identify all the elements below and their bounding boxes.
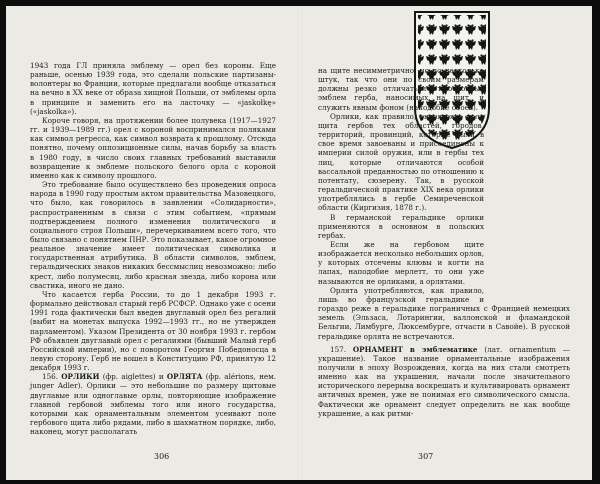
- paragraph: на щите несимметрично, но по несколько штук, так что они по своим размерам должны резко отличаться от основных эмблем герба, наносимых на щит, и служить явным фоном (наподобие обоев).: [318, 66, 484, 112]
- paragraph: Орлики, как правило, вносятся в поле щита гербов тех областей, городов, территорий, провинций, которые были в свое время завоеваны и присоединены к империи силой оружия, или в гербы тех лиц, которые отличаются особой вассальной преданностью по отношению к потентату, сюзерену. Так, в русской геральдической практике XIX века орлики употреблялись в гербе Семиреченской области (Киргизия, 1878 г.).: [318, 111, 484, 213]
- paragraph: Это требование было осуществлено без проведения опроса народа в 1990 году простым актом правительства Мазовецкого, что было, как говорилось в заявлении «Солидарности», распространенным в связи с этим событием, «прямым подтверждением полного изменения политического и социального строя Польши», перечеркиванием всего того, что было связано с понятием ПНР. Это показывает, какое огромное реальное значение имеет политическая символика и государственная атрибутика. В области символов, эмблем, геральдических знаков никаких бессмыслиц невозможно: либо крест, либо полумесяц, либо красная звезда, либо корона или свастика, иного не дано.: [30, 180, 276, 290]
- left-page: [6, 6, 298, 480]
- entry-headword: ОРЛИКИ: [61, 372, 100, 382]
- entry-number: 156.: [42, 372, 59, 382]
- dictionary-entry-156: [30, 372, 276, 436]
- paragraph: Короче говоря, на протяжении более полувека (1917—1927 гг. и 1939—1989 гг.) орел с короной воспринимался поляками как символ регресса, как символ возврата к прошлому. Отсюда понятно, почему оппозиционные силы, начав борьбу за власть в 1980 году, в число своих главных требований выставили возвращение к эмблеме польского белого орла с короной именно как к символу прошлого.: [30, 115, 276, 180]
- right-page: [302, 6, 592, 480]
- left-text-column: [30, 61, 276, 436]
- entry-headword: ОРНАМЕНТ в эмблематике: [352, 344, 478, 354]
- entry-text: (фр. aiglettes) и: [99, 372, 167, 382]
- paragraph: Если же на гербовом щите изображается несколько небольших орлов, у которых отсечены клювы и когти на лапах, наподобие мерлетт, то они уже называются не орликами, а орлятами.: [318, 239, 484, 286]
- entry-text: (лат. ornamentum — украшение). Такое название орнаментальные изображения получили в эпоху Возрождения, когда на них стали смотреть именно как на украшения, начали после значительного исторического перерыва воскрешать и культивировать орнамент античных времен, уже не понимая его символического смысла. Фактически же орнамент следует определить не как вообще украшение, а как ритми-: [318, 344, 570, 418]
- page-number: 306: [154, 452, 170, 461]
- entry-text: (фр. alérions, нем. junger Adler). Орлики — это небольшие по размеру щитовые двуглавые или одноглавые орлы, повторяющие изображение главной гербовой эмблемы того или иного государства, которыми как орнаментальным элементом усеивают поле гербового щита либо рядами, либо в шахматном порядке, либо, наконец, могут располагать: [30, 372, 276, 437]
- paragraph: В германской геральдике орлики применяются в основном в польских гербах.: [318, 212, 484, 240]
- dictionary-entry-157: [318, 345, 570, 418]
- paragraph: 1943 года ГЛ приняла эмблему — орел без короны. Еще раньше, осенью 1939 года, это сделали польские партизаны-волонтеры во Франции, которые предлагали вообще отказаться на вечно в XX веке от образа хищной Польши, от эмблемы орла в принципе и заменить его на ласточку — «jaskołkę» («jaskolka»).: [30, 61, 276, 116]
- page-number: 307: [418, 452, 434, 461]
- right-text-column: [318, 66, 570, 418]
- entry-number: 157.: [330, 344, 347, 354]
- entry-headword: ОРЛЯТА: [166, 372, 203, 382]
- paragraph: Орлята употребляются, как правило, лишь во французской геральдике и гораздо реже в геральдике пограничных с Францией немецких земель (Эльзаса, Лотарингии, валлонской и фламандской Бельгии, Лимбурге, Люксембурге, отчасти в Савойе). В русской геральдике орлята не встречаются.: [318, 285, 570, 341]
- paragraph: Что касается герба России, то до 1 декабря 1993 г. формально действовал старый герб РСФСР. Однако уже с осени 1991 года фактически был введен двуглавый орел без регалий (выбит на монетах выпуска 1992—1993 гг., но не утвержден парламентом). Указом Президента от 30 ноября 1993 г. гербом РФ объявлен двуглавый орел с регалиями (бывший Малый герб Российской империи), но с поворотом Георгия Победоносца в левую сторону. Герб не вошел в Конституцию РФ, принятую 12 декабря 1993 г.: [30, 289, 276, 373]
